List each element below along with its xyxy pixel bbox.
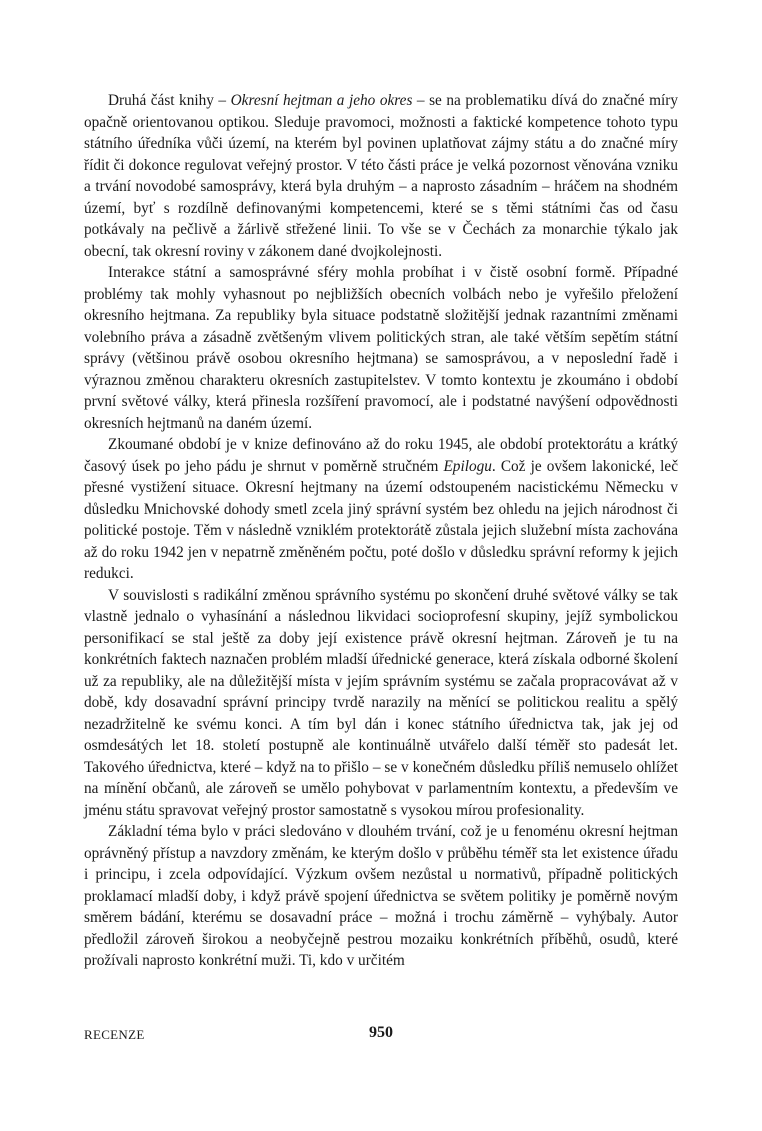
paragraph-1 [84,90,678,262]
paragraph-4 [84,585,678,822]
paragraph-2-text: Interakce státní a samosprávné sféry mohla probíhat i v čistě osobní formě. Případné problémy tak mohly vyhasnout po nejbližších obecních volbách nebo je vyřešilo přeložení okresního hejtmana. Za republiky byla situace podstatně složitější jednak razantními změnami volebního práva a zásadně zvětšeným vlivem politických stran, ale také větším sepětím státní správy (většinou právě osobou okresního hejtmana) se samosprávou, a v neposlední řadě i výraznou změnou charakteru okresních zastupitelstev. V tomto kontextu je zkoumáno i období první světové války, která přinesla rozšíření pravomocí, ale i podstatné navýšení odpovědnosti okresních hejtmanů na daném území. [84,264,678,432]
section-label: RECENZE [84,1027,145,1042]
epilogue-title: Epilogu [443,457,492,475]
paragraph-1-text-a: Druhá část knihy – [108,92,231,109]
page-number: 950 [369,1024,393,1041]
paragraph-3-text-a: Zkoumané období je v knize definováno až do roku 1945, ale období protektorátu a krátký časový úsek po jeho pádu je shrnut v poměrně stručném [84,436,678,475]
paragraph-5 [84,821,678,972]
paragraph-3 [84,434,678,585]
paragraph-1-text-b: – se na problematiku dívá do značné míry opačně orientovanou optikou. Sleduje pravomoci, možnosti a faktické kompetence tohoto typu státního úředníka vůči území, na kterém byl povinen uplatňovat zájmy státu a do značné míry řídit či dokonce regulovat veřejný prostor. V této části práce je velká pozornost věnována vzniku a trvání novodobé samosprávy, která byla druhým – a naprosto zásadním – hráčem na shodném území, byť s rozdílně definovanými kompetencemi, které se s těmi státními čas od času potkávaly na pečlivě a žárlivě střežené linii. To vše se v Čechách za monarchie týkalo jak obecní, tak okresní roviny v zákonem dané dvojkolejnosti. [84,92,678,260]
paragraph-3-text-b: . Což je ovšem lakonické, leč přesné vystižení situace. Okresní hejtmany na území odstoupeném nacistickému Německu v důsledku Mnichovské dohody smetl zcela jiný správní systém bez ohledu na jejich národnost či politické postoje. Těm v následně vzniklém protektorátě zůstala jejich služební místa zachována až do roku 1942 jen v nepatrně změněném počtu, poté došlo v důsledku správní reformy k jejich redukci. [84,457,678,582]
paragraph-5-text: Základní téma bylo v práci sledováno v dlouhém trvání, což je u fenoménu okresní hejtman oprávněný přístup a navzdory změnám, ke kterým došlo v průběhu téměř sta let existence úřadu i principu, i zcela odpovídající. Výzkum ovšem nezůstal u normativů, případně politických proklamací mladší doby, i když právě spojení úřednictva se světem politiky je poměrně novým směrem bádání, kterému se dosavadní práce – možná i trochu záměrně – vyhýbaly. Autor předložil zároveň širokou a neobyčejně pestrou mozaiku konkrétních příběhů, osudů, které prožívali naprosto konkrétní muži. Ti, kdo v určitém [84,823,678,969]
paragraph-2 [84,262,678,434]
book-part-title: Okresní hejtman a jeho okres [230,92,413,109]
paragraph-4-text: V souvislosti s radikální změnou správního systému po skončení druhé světové války se tak vlastně jednalo o vyhasínání a následnou likvidaci socioprofesní skupiny, jejíž symbolickou personifikací se stal ještě za doby její existence právě okresní hejtman. Zároveň je tu na konkrétních faktech naznačen problém mladší úřednické generace, která získala odborné školení už za republiky, ale na důležitější místa v jejím správním systému se začala propracovávat až v době, kdy dosavadní správní principy tvrdě narazily na měnící se politickou realitu a spělý nezadržitelně ke svému konci. A tím byl dán i konec státního úřednictva tak, jak jej od osmdesátých let 18. století postupně ale kontinuálně utvářelo další téměř sto padesát let. Takového úřednictva, které – když na to přišlo – se v konečném důsledku příliš nemuselo ohlížet na mínění občanů, ale zároveň se umělo pohybovat v parlamentním kontextu, a především ve jménu státu spravovat veřejný prostor samostatně s vysokou mírou profesionality. [84,586,678,819]
review-text-body [84,90,678,972]
